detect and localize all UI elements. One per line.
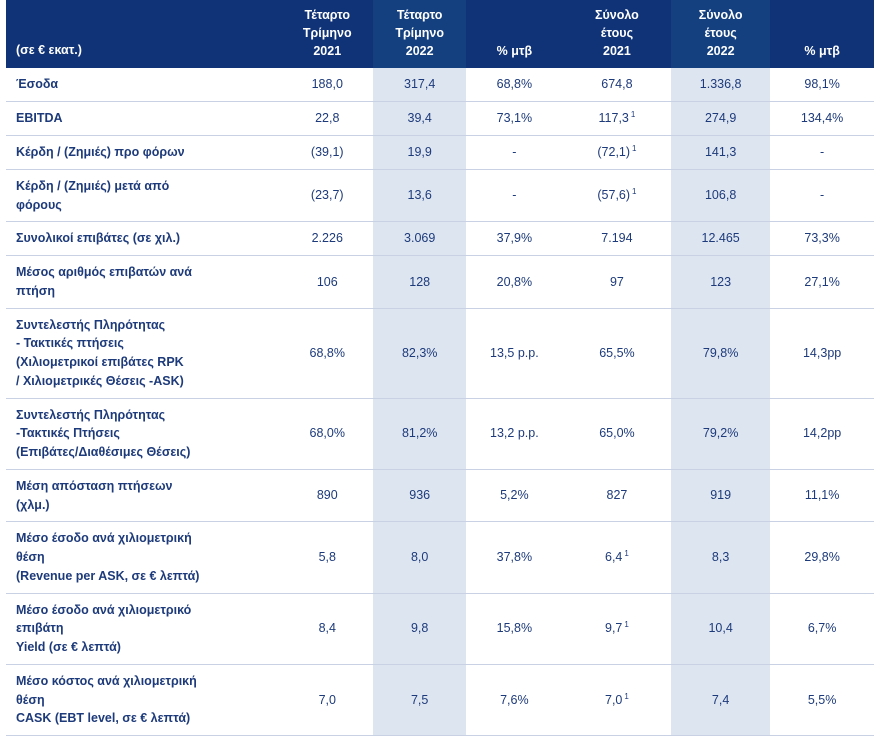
cell-fy-change-pct (770, 256, 874, 309)
row-label-line: Μέσο έσοδο ανά χιλιομετρικό (16, 602, 192, 617)
cell-value: 5,8 (318, 550, 336, 565)
cell-q4-2021 (281, 308, 373, 398)
cell-value: 97 (609, 274, 624, 289)
column-header-label: (σε € εκατ.) (6, 0, 281, 68)
cell-fy-2022 (671, 522, 770, 593)
cell-fy-2022 (671, 308, 770, 398)
row-label-line: πτήση (16, 283, 55, 298)
cell-value: 65,5% (599, 345, 635, 360)
row-label (6, 469, 281, 522)
cell-value: 12.465 (701, 231, 740, 246)
row-label-line: Μέση απόσταση πτήσεων (16, 478, 173, 493)
cell-value: 1.336,8 (699, 77, 742, 92)
table-body (6, 68, 874, 735)
cell-value: (57,6) (597, 188, 631, 203)
cell-fy-2021 (563, 256, 671, 309)
cell-value: 123 (710, 274, 732, 289)
cell-value: 7.194 (601, 231, 633, 246)
cell-value: (39,1) (310, 145, 344, 160)
cell-q4-2021 (281, 469, 373, 522)
cell-q-change-pct (466, 469, 563, 522)
row-label-line: Κέρδη / (Ζημιές) μετά από (16, 178, 170, 193)
row-label (6, 222, 281, 256)
cell-value: 20,8% (496, 274, 533, 289)
row-label-line: / Χιλιομετρικές Θέσεις -ASK) (16, 373, 184, 388)
row-label (6, 136, 281, 170)
cell-value: 68,8% (496, 77, 533, 92)
cell-q4-2021 (281, 222, 373, 256)
cell-value: 890 (316, 488, 338, 503)
cell-value: 11,1% (804, 488, 840, 503)
row-label (6, 308, 281, 398)
cell-q4-2021 (281, 136, 373, 170)
row-label-line: - Τακτικές πτήσεις (16, 336, 124, 351)
cell-q-change-pct (466, 664, 563, 735)
cell-value: 919 (710, 488, 732, 503)
financial-results-table (6, 0, 874, 736)
cell-value: 7,4 (711, 692, 730, 707)
cell-value: - (512, 188, 517, 203)
cell-value: 98,1% (804, 77, 840, 92)
row-label (6, 102, 281, 136)
cell-value: 106,8 (704, 188, 737, 203)
cell-fy-change-pct (770, 398, 874, 469)
cell-q4-2021 (281, 664, 373, 735)
row-label-line: CASK (EBT level, σε € λεπτά) (16, 711, 191, 726)
footnote-marker: 1 (624, 549, 629, 559)
cell-q4-2022 (373, 593, 465, 664)
cell-value: 8,0 (410, 550, 429, 565)
cell-fy-2021 (563, 308, 671, 398)
cell-value: 39,4 (407, 111, 432, 126)
cell-value: 5,5% (807, 692, 837, 707)
cell-value: 106 (316, 274, 338, 289)
cell-q-change-pct (466, 102, 563, 136)
column-header-fy-2022: Σύνολο έτους 2022 (671, 0, 770, 68)
table-row (6, 102, 874, 136)
table-row (6, 398, 874, 469)
cell-fy-2021 (563, 593, 671, 664)
cell-value: 13,6 (407, 188, 432, 203)
cell-value: 6,4 (605, 550, 623, 565)
table-row (6, 664, 874, 735)
cell-q4-2022 (373, 136, 465, 170)
cell-fy-change-pct (770, 469, 874, 522)
cell-q4-2022 (373, 664, 465, 735)
cell-fy-2021 (563, 664, 671, 735)
row-label-line: Μέσο κόστος ανά χιλιομετρική (16, 673, 197, 688)
cell-fy-2022 (671, 222, 770, 256)
cell-value: 128 (409, 274, 431, 289)
row-label-line: (Χιλιομετρικοί επιβάτες RPK (16, 355, 184, 370)
cell-value: 82,3% (401, 345, 438, 360)
cell-fy-change-pct (770, 664, 874, 735)
row-label (6, 398, 281, 469)
cell-value: 15,8% (496, 621, 533, 636)
cell-q-change-pct (466, 136, 563, 170)
cell-value: 37,9% (496, 231, 533, 246)
column-header-fy-change-pct: % μτβ (770, 0, 874, 68)
cell-value: 68,8% (309, 345, 345, 360)
cell-fy-2021 (563, 102, 671, 136)
cell-value: 7,6% (500, 692, 529, 707)
column-header-q4-2021: Τέταρτο Τρίμηνο 2021 (281, 0, 373, 68)
cell-value: 5,2% (500, 488, 529, 503)
cell-q4-2022 (373, 256, 465, 309)
column-header-q4-2022: Τέταρτο Τρίμηνο 2022 (373, 0, 465, 68)
cell-q4-2022 (373, 469, 465, 522)
cell-value: (72,1) (597, 145, 631, 160)
cell-value: 13,5 p.p. (490, 345, 539, 360)
cell-q4-2021 (281, 102, 373, 136)
row-label-line: (χλμ.) (16, 497, 50, 512)
cell-value: 79,8% (702, 345, 739, 360)
cell-value: 65,0% (599, 426, 635, 441)
cell-fy-2021 (563, 169, 671, 222)
cell-fy-2022 (671, 469, 770, 522)
cell-fy-change-pct (770, 522, 874, 593)
row-label-line: Μέσος αριθμός επιβατών ανά (16, 265, 192, 280)
table-row (6, 256, 874, 309)
cell-value: 141,3 (704, 145, 737, 160)
row-label (6, 593, 281, 664)
cell-value: 10,4 (708, 621, 733, 636)
table-row (6, 593, 874, 664)
row-label-line: θέση (16, 692, 45, 707)
cell-fy-2022 (671, 398, 770, 469)
cell-value: 3.069 (404, 231, 436, 246)
row-label-line: θέση (16, 550, 45, 565)
cell-value: 68,0% (309, 426, 345, 441)
cell-fy-change-pct (770, 68, 874, 101)
row-label (6, 664, 281, 735)
cell-q4-2021 (281, 68, 373, 101)
cell-q4-2021 (281, 398, 373, 469)
cell-q4-2021 (281, 522, 373, 593)
cell-value: - (820, 188, 825, 203)
cell-value: 27,1% (804, 274, 840, 289)
cell-value: 14,2pp (802, 426, 842, 441)
cell-value: 8,4 (318, 621, 336, 636)
row-label-line: φόρους (16, 197, 62, 212)
footnote-marker: 1 (624, 620, 629, 630)
cell-value: 317,4 (404, 77, 436, 92)
row-label (6, 256, 281, 309)
cell-value: 2.226 (311, 231, 343, 246)
cell-fy-2022 (671, 256, 770, 309)
cell-value: 936 (409, 488, 431, 503)
row-label-line: Συνολικοί επιβάτες (σε χιλ.) (16, 231, 181, 246)
table-row (6, 169, 874, 222)
cell-value: 7,5 (410, 692, 429, 707)
cell-value: 13,2 p.p. (490, 426, 539, 441)
footnote-marker: 1 (630, 110, 636, 120)
cell-fy-change-pct (770, 222, 874, 256)
cell-value: 29,8% (804, 550, 840, 565)
cell-value: 134,4% (800, 111, 844, 126)
cell-value: 274,9 (704, 111, 737, 126)
cell-value: 73,3% (804, 231, 840, 246)
row-label (6, 169, 281, 222)
row-label (6, 522, 281, 593)
footnote-marker: 1 (632, 187, 637, 197)
cell-value: 73,1% (496, 111, 533, 126)
cell-fy-2022 (671, 593, 770, 664)
row-label-line: (Επιβάτες/Διαθέσιμες Θέσεις) (16, 445, 191, 460)
cell-fy-2021 (563, 68, 671, 101)
cell-fy-change-pct (770, 593, 874, 664)
row-label-line: (Revenue per ASK, σε € λεπτά) (16, 568, 200, 583)
table-row (6, 522, 874, 593)
cell-fy-2022 (671, 169, 770, 222)
cell-q4-2021 (281, 169, 373, 222)
cell-q-change-pct (466, 593, 563, 664)
footnote-marker: 1 (632, 144, 637, 154)
cell-value: 7,0 (605, 692, 623, 707)
cell-fy-2021 (563, 398, 671, 469)
cell-fy-change-pct (770, 308, 874, 398)
column-header-fy-2021: Σύνολο έτους 2021 (563, 0, 671, 68)
cell-q4-2021 (281, 256, 373, 309)
cell-value: 188,0 (311, 77, 343, 92)
cell-value: (23,7) (310, 188, 344, 203)
cell-q-change-pct (466, 308, 563, 398)
cell-value: 22,8 (315, 111, 340, 126)
cell-value: 7,0 (318, 692, 336, 707)
cell-q-change-pct (466, 169, 563, 222)
cell-value: - (820, 145, 825, 160)
row-label-line: επιβάτη (16, 621, 64, 636)
row-label-line: -Τακτικές Πτήσεις (16, 426, 120, 441)
cell-value: 19,9 (407, 145, 432, 160)
cell-value: 79,2% (702, 426, 739, 441)
cell-q4-2022 (373, 102, 465, 136)
table-row (6, 308, 874, 398)
cell-q4-2022 (373, 169, 465, 222)
row-label-line: EBITDA (16, 111, 63, 126)
cell-fy-2022 (671, 664, 770, 735)
cell-fy-2021 (563, 136, 671, 170)
row-label-line: Yield (σε € λεπτά) (16, 640, 121, 655)
row-label-line: Κέρδη / (Ζημιές) προ φόρων (16, 145, 185, 160)
cell-value: 14,3pp (802, 345, 842, 360)
row-label-line: Συντελεστής Πληρότητας (16, 317, 166, 332)
table-header (6, 0, 874, 68)
cell-fy-2021 (563, 222, 671, 256)
table-header-row (6, 0, 874, 68)
cell-fy-2022 (671, 102, 770, 136)
row-label-line: Συντελεστής Πληρότητας (16, 407, 166, 422)
table-row (6, 222, 874, 256)
cell-value: 81,2% (401, 426, 438, 441)
cell-q4-2022 (373, 308, 465, 398)
cell-value: 674,8 (601, 77, 633, 92)
cell-value: 6,7% (807, 621, 837, 636)
cell-q-change-pct (466, 68, 563, 101)
row-label-line: Έσοδα (16, 77, 59, 92)
cell-value: 8,3 (711, 550, 730, 565)
cell-q4-2021 (281, 593, 373, 664)
cell-q4-2022 (373, 522, 465, 593)
cell-fy-change-pct (770, 102, 874, 136)
cell-value: 117,3 (598, 111, 629, 126)
table-row (6, 469, 874, 522)
column-header-q-change-pct: % μτβ (466, 0, 563, 68)
cell-q-change-pct (466, 222, 563, 256)
cell-value: 827 (606, 488, 628, 503)
cell-fy-2021 (563, 469, 671, 522)
cell-fy-change-pct (770, 136, 874, 170)
row-label-line: Μέσο έσοδο ανά χιλιομετρική (16, 531, 192, 546)
cell-q4-2022 (373, 222, 465, 256)
row-label (6, 68, 281, 101)
table-row (6, 136, 874, 170)
footnote-marker: 1 (624, 691, 629, 701)
cell-value: - (512, 145, 517, 160)
table-row (6, 68, 874, 101)
cell-q-change-pct (466, 398, 563, 469)
cell-q4-2022 (373, 398, 465, 469)
cell-value: 9,7 (605, 621, 623, 636)
cell-q-change-pct (466, 256, 563, 309)
cell-value: 9,8 (410, 621, 429, 636)
cell-q-change-pct (466, 522, 563, 593)
cell-value: 37,8% (496, 550, 533, 565)
cell-fy-change-pct (770, 169, 874, 222)
cell-fy-2022 (671, 136, 770, 170)
cell-fy-2022 (671, 68, 770, 101)
cell-fy-2021 (563, 522, 671, 593)
cell-q4-2022 (373, 68, 465, 101)
